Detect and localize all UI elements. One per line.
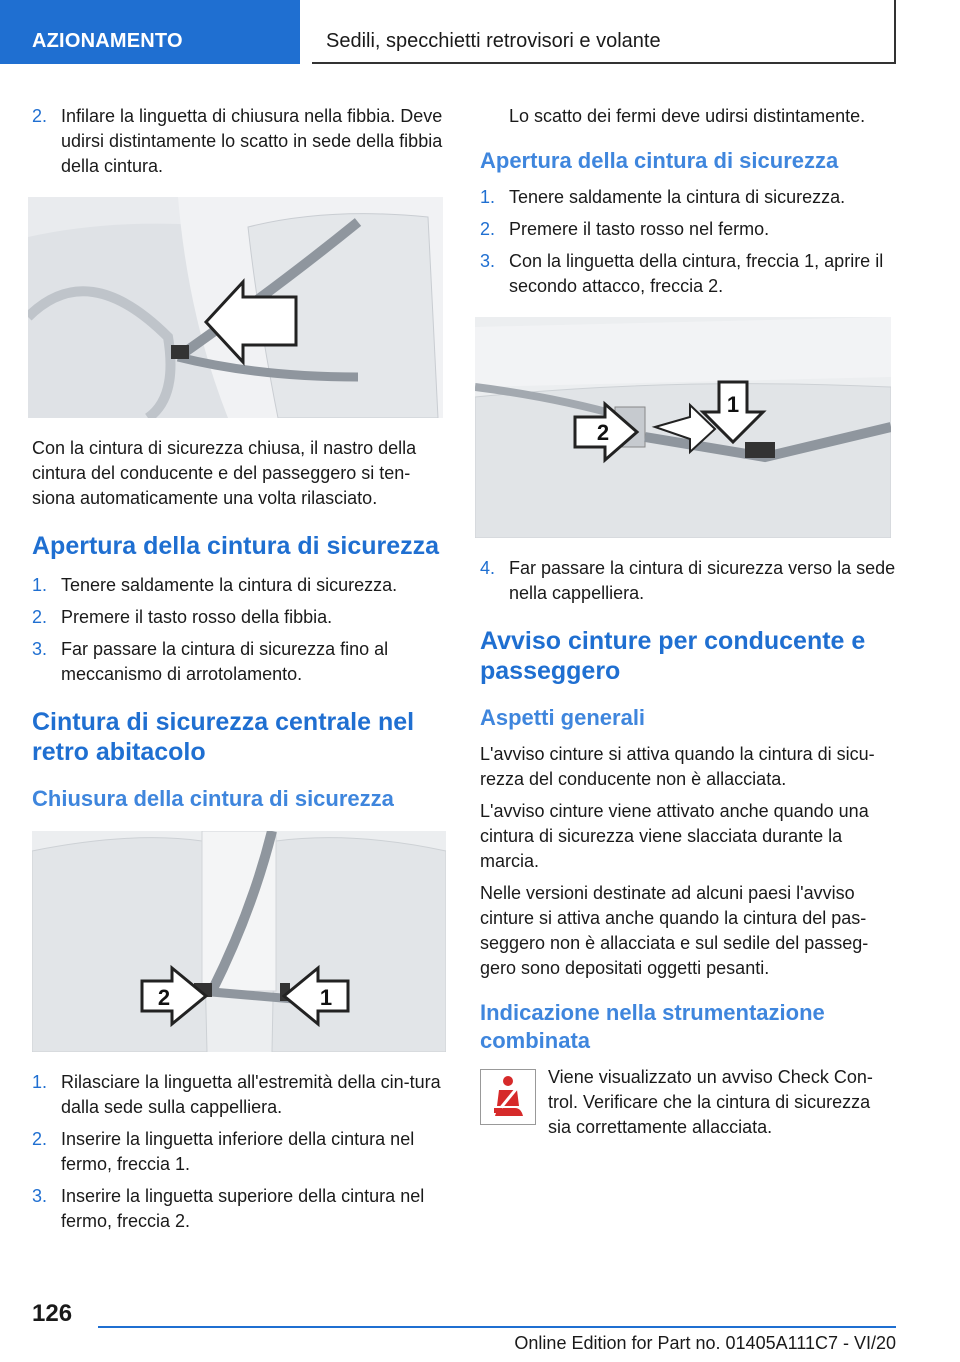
step-number: 3. <box>32 1186 48 1206</box>
heading-close-belt: Chiusura della cintura di sicurezza <box>32 786 394 811</box>
step-number: 2. <box>480 219 496 239</box>
right-column <box>480 104 896 1147</box>
edition-note: Online Edition for Part no. 01405A111C7 - VI/20 <box>514 1333 896 1353</box>
step-number: 3. <box>480 251 496 271</box>
fig2-arrow-label-a: 2 <box>157 985 171 1010</box>
paragraph-warning-3: Nelle versioni destinate ad alcuni paesi l'avviso cinture si attiva anche quando la cintura del pas-seggero non è allacciata e sul sedile del passeg-gero sono depositati oggetti pesanti. <box>480 883 869 978</box>
rear-latch-illustration <box>475 317 891 538</box>
heading-open-belt: Apertura della cintura di sicurezza <box>32 532 440 560</box>
figure-front-seat-buckle <box>28 197 443 418</box>
step-text: Con la linguetta della cintura, freccia 1, aprire il secondo attacco, freccia 2. <box>509 251 884 296</box>
heading-general-aspects: Aspetti generali <box>480 705 646 730</box>
step-number: 4. <box>480 558 496 578</box>
step-text: Tenere saldamente la cintura di sicurezza. <box>509 187 846 207</box>
step-number: 2. <box>32 607 48 627</box>
fig3-arrow-label-a: 2 <box>596 420 610 445</box>
paragraph-warning-2: L'avviso cinture viene attivato anche quando una cintura di sicurezza viene slacciata durante la marcia. <box>480 801 869 871</box>
check-control-note <box>480 1065 896 1140</box>
seatbelt-warning-icon <box>480 1069 536 1125</box>
paragraph-belt-tension: Con la cintura di sicurezza chiusa, il nastro della cintura del conducente e del passeggero si ten-siona automaticamente una volta rilasciato. <box>32 438 417 508</box>
page-number: 126 <box>32 1300 73 1327</box>
step-open-3 <box>32 637 446 687</box>
step-text: Inserire la linguetta superiore della cintura nel fermo, freccia 2. <box>61 1186 425 1231</box>
rear-seat-illustration <box>32 831 446 1052</box>
step-open-center-3 <box>480 249 896 299</box>
step-open-1 <box>32 573 446 598</box>
step-close-3 <box>32 1184 446 1234</box>
step-open-center-2 <box>480 217 896 242</box>
paragraph-check-control: Viene visualizzato un avviso Check Con-trol. Verificare che la cintura di sicurezza sia correttamente allacciata. <box>548 1067 873 1137</box>
heading-belt-warning: Avviso cinture per conducente e passeggero <box>480 627 866 685</box>
heading-open-center-belt: Apertura della cintura di sicurezza <box>480 148 839 173</box>
step-text: Rilasciare la linguetta all'estremità della cin-tura dalla sede sulla cappelliera. <box>61 1072 441 1117</box>
step-close-1 <box>32 1070 446 1120</box>
step-open-center-1 <box>480 185 896 210</box>
step-text: Far passare la cintura di sicurezza verso la sede nella cappelliera. <box>509 558 896 603</box>
section-tab: AZIONAMENTO <box>0 0 300 64</box>
chapter-title: Sedili, specchietti retrovisori e volante <box>312 0 896 64</box>
fig2-arrow-label-b: 1 <box>319 985 333 1010</box>
step-number: 2. <box>32 106 48 126</box>
step-number: 2. <box>32 1129 48 1149</box>
step-text: Inserire la linguetta inferiore della cintura nel fermo, freccia 1. <box>61 1129 415 1174</box>
paragraph-warning-1: L'avviso cinture si attiva quando la cintura di sicu-rezza del conducente non è allacciata. <box>480 744 875 789</box>
step-open-2 <box>32 605 446 630</box>
figure-rear-latch-release <box>475 317 891 538</box>
step-close-2 <box>32 1127 446 1177</box>
step-number: 1. <box>480 187 496 207</box>
step-text: Premere il tasto rosso della fibbia. <box>61 607 333 627</box>
heading-instrument-display: Indicazione nella strumentazione combinata <box>480 1000 825 1053</box>
heading-center-belt: Cintura di sicurezza centrale nel retro abitacolo <box>32 708 415 766</box>
figure-rear-center-belt <box>32 831 446 1052</box>
step-text: Tenere saldamente la cintura di sicurezza. <box>61 575 398 595</box>
step-number: 1. <box>32 1072 48 1092</box>
left-column <box>32 104 446 1241</box>
step-open-center-4 <box>480 556 896 606</box>
step-text: Premere il tasto rosso nel fermo. <box>509 219 770 239</box>
footer-divider <box>98 1326 896 1328</box>
step-text: Infilare la linguetta di chiusura nella fibbia. Deve udirsi distintamente lo scatto in sede della fibbia della cintura. <box>61 106 443 176</box>
front-seat-illustration <box>28 197 443 418</box>
fig3-arrow-label-b: 1 <box>726 392 740 417</box>
step-number: 1. <box>32 575 48 595</box>
step-insert-tongue <box>32 104 446 179</box>
step-text: Far passare la cintura di sicurezza fino al meccanismo di arrotolamento. <box>61 639 389 684</box>
step-number: 3. <box>32 639 48 659</box>
paragraph-latch-click: Lo scatto dei fermi deve udirsi distintamente. <box>509 106 866 126</box>
